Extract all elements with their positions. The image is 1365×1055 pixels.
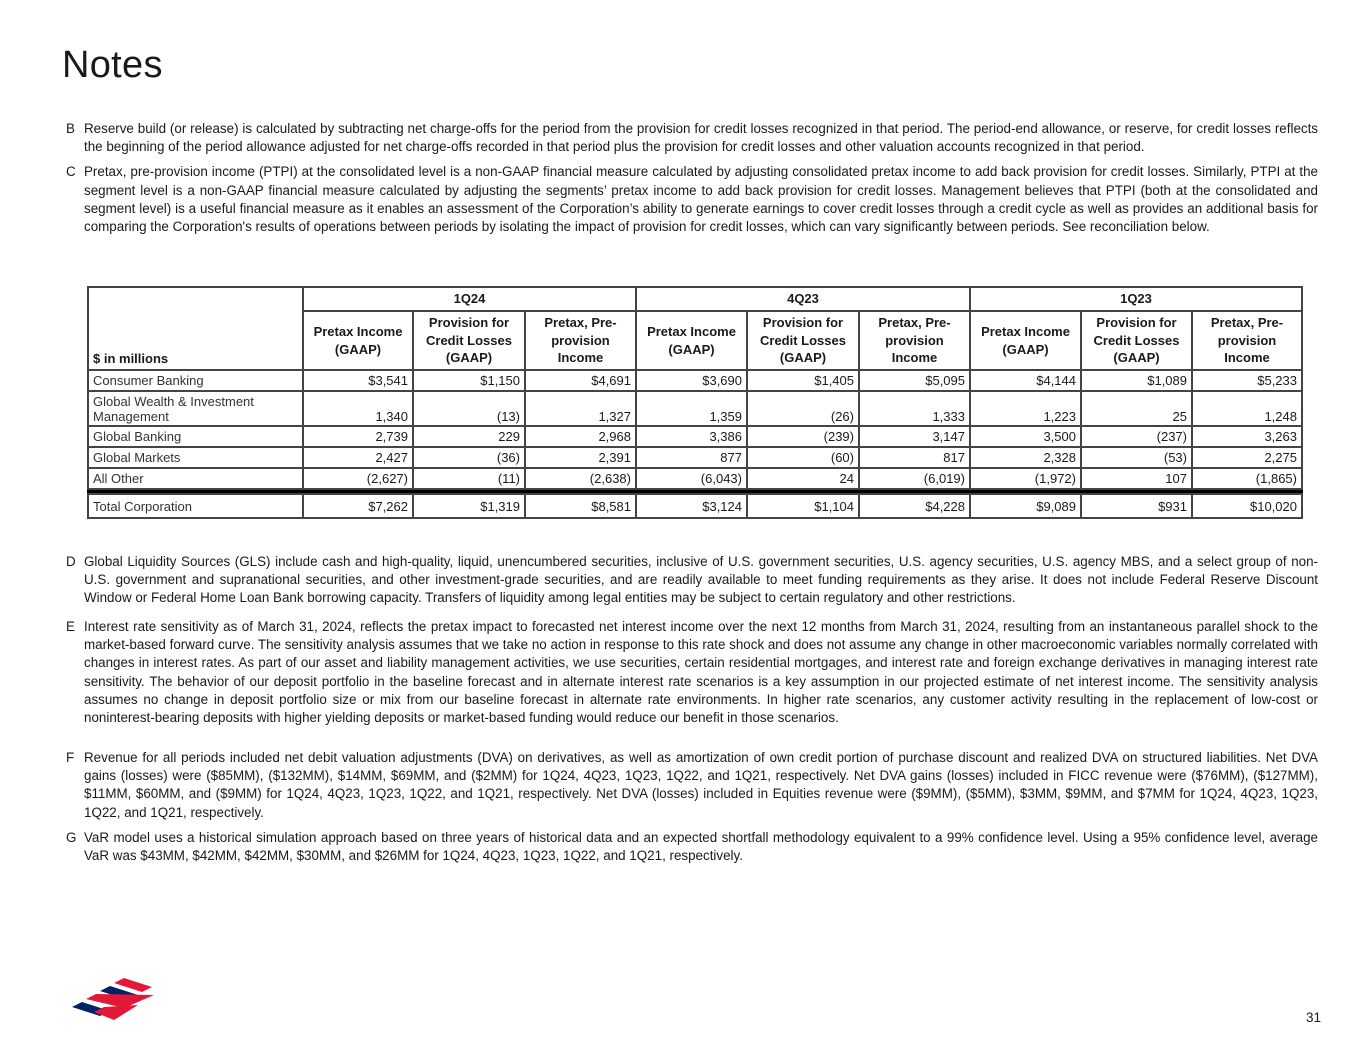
table-cell: 817 [859,447,970,468]
table-cell: 2,427 [303,447,413,468]
period-header: 1Q23 [970,287,1302,311]
table-row [88,447,1302,468]
period-header: 1Q24 [303,287,636,311]
row-label: Consumer Banking [88,370,303,391]
table-cell: 2,968 [525,426,636,447]
table-cell: $1,405 [747,370,859,391]
column-header: Provision for Credit Losses (GAAP) [413,311,525,370]
table-cell: $4,691 [525,370,636,391]
table-row [88,391,1302,426]
table-cell: 2,328 [970,447,1081,468]
table-cell: (237) [1081,426,1192,447]
note-text: Reserve build (or release) is calculated by subtracting net charge-offs for the period from the provision for credit losses recognized in that period. The period-end allowance, or reserve, for credit losses reflects the beginning of the period allowance adjusted for net charge-offs recorded in that period plus the provision for credit losses and other valuation accounts recognized in that period. [84,121,1318,155]
table-cell: $9,089 [970,494,1081,518]
table-row [88,370,1302,391]
table-cell: 3,386 [636,426,747,447]
note-letter: E [66,619,75,634]
table-cell: $1,104 [747,494,859,518]
table-cell: 107 [1081,468,1192,489]
table-cell: 2,391 [525,447,636,468]
table-cell: $1,089 [1081,370,1192,391]
table-cell: $1,150 [413,370,525,391]
table-cell: $3,124 [636,494,747,518]
table-cell: (2,627) [303,468,413,489]
note-letter: C [66,164,76,180]
column-header: Pretax, Pre-provision Income [525,311,636,370]
table-cell: 1,340 [303,391,413,426]
bank-flag-logo [64,975,160,1029]
table-cell: (11) [413,468,525,489]
column-header: Pretax Income (GAAP) [636,311,747,370]
total-row [88,494,1302,518]
table-cell: 25 [1081,391,1192,426]
row-label: Total Corporation [88,494,303,518]
table-cell: (13) [413,391,525,426]
table-cell: (53) [1081,447,1192,468]
table-cell: 877 [636,447,747,468]
table-cell: $10,020 [1192,494,1302,518]
table-row [88,426,1302,447]
table-cell: 1,333 [859,391,970,426]
table-cell: (36) [413,447,525,468]
table-cell: (60) [747,447,859,468]
table-row [88,468,1302,489]
column-header: Pretax, Pre-provision Income [1192,311,1302,370]
table-cell: (1,972) [970,468,1081,489]
table-cell: $4,228 [859,494,970,518]
table-cell: $3,541 [303,370,413,391]
note-text: Revenue for all periods included net debit valuation adjustments (DVA) on derivatives, as well as amortization of own credit portion of purchase discount and realized DVA on structured liabilities. Net DVA gains (losses) were ($85MM), ($132MM), $14MM, $69MM, and ($2MM) for 1Q24, 4Q23, 1Q23, 1Q22, and 1Q21, respectively. Net DVA gains (losses) included in FICC revenue were ($76MM), ($127MM), $11MM, $60MM, and ($9MM) for 1Q24, 4Q23, 1Q23, 1Q22, and 1Q21, respectively. Net DVA (losses) included in Equities revenue were ($9MM), ($5MM), $3MM, $9MM, and $7MM for 1Q24, 4Q23, 1Q23, 1Q22, and 1Q21, respectively. [84,750,1318,820]
table-cell: 3,147 [859,426,970,447]
table-cell: (2,638) [525,468,636,489]
row-label: All Other [88,468,303,489]
table-cell: $5,095 [859,370,970,391]
table-cell: $1,319 [413,494,525,518]
page-number: 31 [1305,1010,1321,1025]
notes-top [66,120,1318,236]
table-cell: 2,275 [1192,447,1302,468]
table-cell: (26) [747,391,859,426]
table-cell: $4,144 [970,370,1081,391]
table-cell: 1,223 [970,391,1081,426]
row-label: Global Wealth & Investment Management [88,391,303,426]
table-cell: (1,865) [1192,468,1302,489]
note-e [66,618,1318,727]
ptpi-reconciliation-table [87,286,1303,519]
table-cell: (6,043) [636,468,747,489]
logo-stripe-red [86,994,154,1008]
note-text: Pretax, pre-provision income (PTPI) at the consolidated level is a non-GAAP financial measure calculated by adjusting consolidated pretax income to add back provision for credit losses. Similarly, PTPI at the segment level is a non-GAAP financial measure calculated by adjusting the segments’ pretax income to add back provision for credit losses. Management believes that PTPI (both at the consolidated and segment level) is a useful financial measure as it enables an assessment of the Corporation’s ability to generate earnings to cover credit losses through a credit cycle as well as provides an additional basis for comparing the Corporation's results of operations between periods by isolating the impact of provision for credit losses, which can vary significantly between periods. See reconciliation below. [84,164,1318,235]
column-header: Pretax Income (GAAP) [303,311,413,370]
period-header: 4Q23 [636,287,970,311]
column-header: Pretax, Pre-provision Income [859,311,970,370]
note-letter: B [66,121,75,136]
note-text: Interest rate sensitivity as of March 31, 2024, reflects the pretax impact to forecasted net interest income over the next 12 months from March 31, 2024, resulting from an instantaneous parallel shock to the market-based forward curve. The sensitivity analysis assumes that we take no action in response to this rate shock and does not assume any change in other macroeconomic variables normally correlated with changes in interest rates. As part of our asset and liability management activities, we use securities, certain residential mortgages, and interest rate and foreign exchange derivatives in managing interest rate sensitivity. The behavior of our deposit portfolio in the baseline forecast and in alternate interest rate scenarios is a key assumption in our projected estimate of net interest income. The sensitivity analysis assumes no change in deposit portfolio size or mix from our baseline forecast in alternate rate environments. In higher rate scenarios, any customer activity resulting in the replacement of low-cost or noninterest-bearing deposits with higher yielding deposits or market-based funding would reduce our benefit in those scenarios. [84,619,1318,726]
column-header: Pretax Income (GAAP) [970,311,1081,370]
note-c [66,163,1318,236]
table-cell: $931 [1081,494,1192,518]
note-f [66,749,1318,822]
table-cell: $3,690 [636,370,747,391]
note-d [66,553,1318,608]
row-label: Global Banking [88,426,303,447]
table-cell: $8,581 [525,494,636,518]
table-cell: $7,262 [303,494,413,518]
table-cell: 1,359 [636,391,747,426]
table-cell: 1,248 [1192,391,1302,426]
column-header: Provision for Credit Losses (GAAP) [747,311,859,370]
row-label: Global Markets [88,447,303,468]
table-period-header [88,287,1302,311]
page-title: Notes [62,44,163,86]
table-cell: 2,739 [303,426,413,447]
note-letter: F [66,750,75,765]
table-cell: $5,233 [1192,370,1302,391]
note-letter: G [66,830,77,845]
note-text: VaR model uses a historical simulation approach based on three years of historical data and an expected shortfall methodology equivalent to a 99% confidence level. Using a 95% confidence level, average VaR was $43MM, $42MM, $42MM, $30MM, and $26MM for 1Q24, 4Q23, 1Q23, 1Q22, and 1Q21, respectively. [84,830,1318,864]
column-header: Provision for Credit Losses (GAAP) [1081,311,1192,370]
note-text: Global Liquidity Sources (GLS) include cash and high-quality, liquid, unencumbered securities, inclusive of U.S. government securities, U.S. agency securities, U.S. agency MBS, and a select group of non-U.S. government and supranational securities, and other investment-grade securities, and are readily available to meet funding requirements as they arise. It does not include Federal Reserve Discount Window or Federal Home Loan Bank borrowing capacity. Transfers of liquidity among legal entities may be subject to certain regulatory and other restrictions. [84,554,1318,606]
units-label: $ in millions [88,287,303,370]
table-cell: 229 [413,426,525,447]
table-cell: 1,327 [525,391,636,426]
table-cell: (6,019) [859,468,970,489]
table-cell: 3,500 [970,426,1081,447]
table-cell: (239) [747,426,859,447]
note-letter: D [66,554,76,569]
table-cell: 24 [747,468,859,489]
note-g [66,829,1318,865]
logo-stripe-red [94,1005,138,1020]
note-b [66,120,1318,156]
table-cell: 3,263 [1192,426,1302,447]
